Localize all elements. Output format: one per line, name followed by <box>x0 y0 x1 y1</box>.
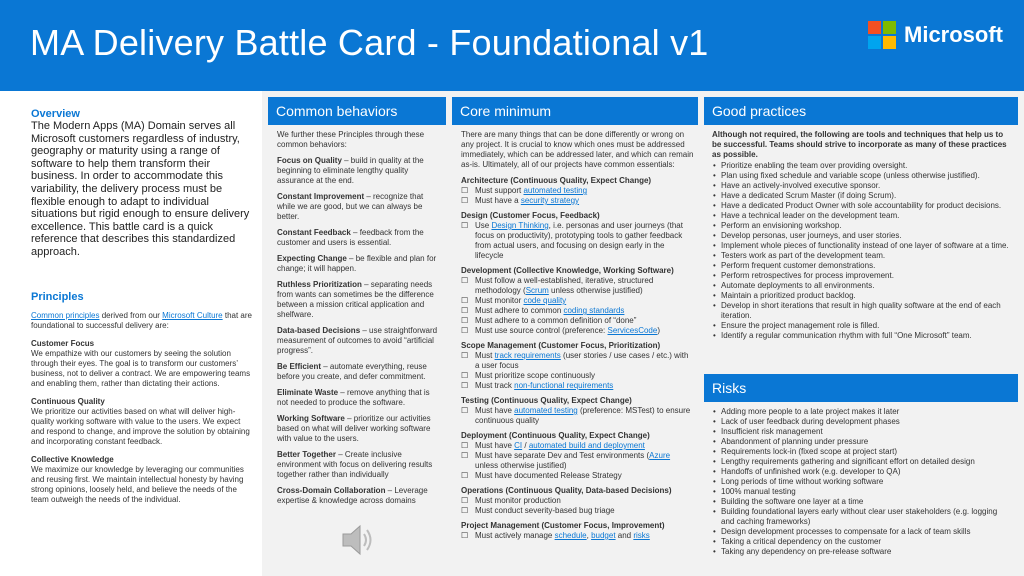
principles-intro <box>31 311 253 331</box>
core-item-text: Must have a <box>475 196 521 205</box>
principle-title: Continuous Quality <box>31 397 105 406</box>
overview-text: The Modern Apps (MA) Domain serves all Microsoft customers regardless of industry, geography or maturity using a range of software to help them transform their business. In order to accommodate this variability, the delivery process must be flexible enough to adapt to individual situations but rigid enough to ensure delivery excellence. This battle card is a quick reference that describes this standardized approach. <box>31 120 250 258</box>
behavior-term: Expecting Change <box>277 254 347 263</box>
good-practice-item: • Develop in short iterations that result in high quality software at the end of each iteration. <box>712 301 1012 321</box>
principle-title: Customer Focus <box>31 339 95 348</box>
core-minimum-title: Core minimum <box>460 103 552 119</box>
core-item-text: / <box>522 441 529 450</box>
good-practices-intro: Although not required, the following are tools and techniques that help us to be successful. Teams should strive to incorporate as many of these practices as possible. <box>712 130 1007 159</box>
core-item-text: Must follow a well-established, iterative, structured methodology ( <box>475 276 654 295</box>
risk-item: • Taking a critical dependency on the customer <box>712 537 1012 547</box>
common-behavior-item <box>277 450 439 480</box>
common-behavior-item <box>277 388 439 408</box>
risk-item: • Building foundational layers early without clear user stakeholders (e.g. logging and caching frameworks) <box>712 507 1012 527</box>
behavior-text: – feedback from the customer and users is essential. <box>277 228 424 247</box>
good-practice-item: • Ensure the project management role is filled. <box>712 321 1012 331</box>
core-section-title: Design (Customer Focus, Feedback) <box>461 211 600 220</box>
good-practice-item: • Prioritize enabling the team over providing oversight. <box>712 161 1012 171</box>
principles-intro-text: derived from our <box>99 311 163 320</box>
risk-item: • Insufficient risk management <box>712 427 1012 437</box>
core-item-text: Must <box>475 351 495 360</box>
risk-item: • Handoffs of unfinished work (e.g. developer to QA) <box>712 467 1012 477</box>
core-item-text: , <box>586 531 592 540</box>
good-practices-column <box>712 130 1012 370</box>
design-thinking-link[interactable]: Design Thinking <box>491 221 549 230</box>
common-behavior-item <box>277 280 439 320</box>
risk-item: • Long periods of time without working software <box>712 477 1012 487</box>
coding-standards-link[interactable]: coding standards <box>563 306 625 315</box>
behavior-term: Eliminate Waste <box>277 388 339 397</box>
principles-heading: Principles <box>31 291 84 303</box>
good-practices-header <box>704 97 1018 125</box>
core-item: ☐ Must prioritize scope continuously <box>461 371 695 381</box>
good-practice-item: • Have an actively-involved executive sponsor. <box>712 181 1012 191</box>
core-item <box>461 196 695 206</box>
core-item <box>461 276 695 296</box>
header-bar <box>0 0 1024 91</box>
core-item <box>461 221 695 261</box>
behavior-term: Ruthless Prioritization <box>277 280 362 289</box>
core-section-title: Project Management (Customer Focus, Improvement) <box>461 521 665 530</box>
core-item-text: and <box>615 531 634 540</box>
good-practice-item: • Have a dedicated Product Owner with sole accountability for product decisions. <box>712 201 1012 211</box>
behavior-term: Better Together <box>277 450 336 459</box>
core-section-title: Operations (Continuous Quality, Data-based Decisions) <box>461 486 672 495</box>
core-item-text: Must use source control (preference: <box>475 326 608 335</box>
behavior-text: – use straightforward measurement of outcomes to avoid “artificial progress”. <box>277 326 438 355</box>
automated-build-link[interactable]: automated build and deployment <box>528 441 645 450</box>
core-item <box>461 326 695 336</box>
common-behaviors-list <box>277 156 439 506</box>
risk-item: • Abandonment of planning under pressure <box>712 437 1012 447</box>
behavior-text: – build in quality at the beginning to eliminate lengthy quality assurance at the end. <box>277 156 424 185</box>
risk-item: • Adding more people to a late project makes it later <box>712 407 1012 417</box>
good-practice-item: • Have a dedicated Scrum Master (if doing Scrum). <box>712 191 1012 201</box>
page-title: MA Delivery Battle Card - Foundational v1 <box>30 22 709 63</box>
core-item-text: Must have separate Dev and Test environments ( <box>475 451 650 460</box>
core-item <box>461 296 695 306</box>
risk-item: • Lack of user feedback during development phases <box>712 417 1012 427</box>
good-practice-item: • Perform an envisioning workshop. <box>712 221 1012 231</box>
good-practice-item: • Plan using fixed schedule and variable scope (unless otherwise justified). <box>712 171 1012 181</box>
risks-column <box>712 407 1012 576</box>
servicescode-link[interactable]: ServicesCode <box>607 326 658 335</box>
good-practice-item: • Have a technical leader on the development team. <box>712 211 1012 221</box>
core-item <box>461 451 695 471</box>
common-principles-link[interactable]: Common principles <box>31 311 100 320</box>
ci-link[interactable]: CI <box>514 441 523 450</box>
automated-testing-link[interactable]: automated testing <box>523 186 588 195</box>
core-item-text: Must have <box>475 441 515 450</box>
risks-title: Risks <box>712 380 747 396</box>
core-item <box>461 406 695 426</box>
behavior-text: – Leverage expertise & knowledge across domains <box>277 486 428 505</box>
principle-item <box>31 339 253 389</box>
core-item <box>461 441 695 451</box>
behavior-text: – separating needs from wants can sometimes be the difference between a mission critical application and shelfware. <box>277 280 434 319</box>
automated-testing-link[interactable]: automated testing <box>514 406 578 415</box>
microsoft-logo-icon <box>868 21 896 49</box>
risks-list <box>712 407 1012 557</box>
common-behaviors-title: Common behaviors <box>276 103 398 119</box>
good-practice-item: • Testers work as part of the development team. <box>712 251 1012 261</box>
principle-text: We empathize with our customers by seeing the solution through their eyes. The goal is to transform our customers’ business, not to deliver a contract. We are empowering teams and enabling them, rather than dictating their actions. <box>31 349 251 388</box>
core-item-text: (user stories / use cases / etc.) with a user focus <box>475 351 689 370</box>
good-practice-item: • Maintain a prioritized product backlog. <box>712 291 1012 301</box>
core-intro: There are many things that can be done differently or wrong on any project. It is crucial to know which ones must be addressed immediately, which can be addressed later, and which can remain as-is. Ultimately, all of our projects have common essentials: <box>461 130 694 169</box>
risk-item: • Building the software one layer at a time <box>712 497 1012 507</box>
principle-title: Collective Knowledge <box>31 455 114 464</box>
core-item-text: ) <box>657 326 660 335</box>
risk-item: • Taking any dependency on pre-release software <box>712 547 1012 557</box>
brand-name: Microsoft <box>904 22 1003 47</box>
core-item-text: Must support <box>475 186 524 195</box>
behavior-term: Working Software <box>277 414 345 423</box>
core-section-title: Deployment (Continuous Quality, Expect Change) <box>461 431 650 440</box>
core-item: ☐ Must adhere to a common definition of “done” <box>461 316 695 326</box>
overview-heading: Overview <box>31 108 80 120</box>
behavior-text: – recognize that while we are good, but we can always be better. <box>277 192 424 221</box>
common-behavior-item <box>277 362 439 382</box>
code-quality-link[interactable]: code quality <box>523 296 567 305</box>
risk-item: • Design development processes to compensate for a lack of team skills <box>712 527 1012 537</box>
risk-item: • Requirements lock-in (fixed scope at project start) <box>712 447 1012 457</box>
good-practices-title: Good practices <box>712 103 807 119</box>
core-section-title: Scope Management (Customer Focus, Prioritization) <box>461 341 661 350</box>
core-item <box>461 351 695 371</box>
core-item: ☐ Must have documented Release Strategy <box>461 471 695 481</box>
behavior-text: – automate everything, reuse before you create, and defer commitment. <box>277 362 427 381</box>
core-item-text: , i.e. personas and user journeys (that focus on productivity), prototyping tools to gather feedback from actual users, and focusing on design early in the lifecycle <box>475 221 683 260</box>
core-section-title: Development (Collective Knowledge, Working Software) <box>461 266 674 275</box>
common-behavior-item <box>277 192 439 222</box>
behavior-term: Data-based Decisions <box>277 326 361 335</box>
scrum-link[interactable]: Scrum <box>525 286 549 295</box>
microsoft-culture-link[interactable]: Microsoft Culture <box>162 311 223 320</box>
core-section-title: Testing (Continuous Quality, Expect Change) <box>461 396 632 405</box>
behavior-term: Be Efficient <box>277 362 322 371</box>
core-item <box>461 531 695 541</box>
behavior-text: – prioritize our activities based on what will deliver working software with value to the users. <box>277 414 431 443</box>
speaker-icon[interactable] <box>340 522 378 558</box>
core-item-text: Must have <box>475 406 515 415</box>
behavior-term: Cross-Domain Collaboration <box>277 486 386 495</box>
behavior-text: – Create inclusive environment with focus on delivering results together rather than individually <box>277 450 433 479</box>
core-minimum-column <box>461 130 695 576</box>
core-item-text: unless otherwise justified) <box>475 461 567 470</box>
common-behavior-item <box>277 486 439 506</box>
core-item <box>461 381 695 391</box>
behavior-term: Constant Feedback <box>277 228 351 237</box>
core-minimum-header <box>452 97 698 125</box>
good-practice-item: • Automate deployments to all environments. <box>712 281 1012 291</box>
azure-link[interactable]: Azure <box>649 451 671 460</box>
behavior-term: Focus on Quality <box>277 156 342 165</box>
core-item-text: Must monitor <box>475 296 524 305</box>
core-item-text: Use <box>475 221 492 230</box>
core-item <box>461 186 695 196</box>
principle-text: We maximize our knowledge by leveraging our communities and reusing first. We maintain intellectual honesty by having strong opinions, loosely held, and believe the needs of the team outweigh the needs of the individual. <box>31 465 244 504</box>
principle-text: We prioritize our activities based on what will deliver high-quality working software with value to the users. We expect and respond to change, and improve the solution by obtaining and incorporating constant feedback. <box>31 407 250 446</box>
common-behavior-item <box>277 414 439 444</box>
common-behavior-item <box>277 228 439 248</box>
behavior-term: Constant Improvement <box>277 192 365 201</box>
risks-link[interactable]: risks <box>633 531 650 540</box>
core-item: ☐ Must conduct severity-based bug triage <box>461 506 695 516</box>
common-behavior-item <box>277 254 439 274</box>
common-behavior-item <box>277 326 439 356</box>
behavior-text: – be flexible and plan for change; it will happen. <box>277 254 437 273</box>
risks-header <box>704 374 1018 402</box>
overview-column <box>0 96 262 576</box>
core-item-text: Must adhere to common <box>475 306 564 315</box>
security-strategy-link[interactable]: security strategy <box>520 196 580 205</box>
track-requirements-link[interactable]: track requirements <box>494 351 561 360</box>
core-item: ☐ Must monitor production <box>461 496 695 506</box>
budget-link[interactable]: budget <box>591 531 616 540</box>
risk-item: • 100% manual testing <box>712 487 1012 497</box>
core-item-text: Must track <box>475 381 515 390</box>
risk-item: • Lengthy requirements gathering and significant effort on detailed design <box>712 457 1012 467</box>
good-practice-item: • Perform retrospectives for process improvement. <box>712 271 1012 281</box>
principles-intro-end: that are foundational to successful delivery are: <box>31 311 252 330</box>
common-behaviors-header <box>268 97 446 125</box>
good-practice-item: • Perform frequent customer demonstrations. <box>712 261 1012 271</box>
common-behaviors-column <box>277 130 439 576</box>
core-item-text: unless otherwise justified) <box>548 286 643 295</box>
schedule-link[interactable]: schedule <box>554 531 587 540</box>
non-functional-requirements-link[interactable]: non-functional requirements <box>514 381 614 390</box>
good-practice-item: • Implement whole pieces of functionality instead of one layer of software at a time. <box>712 241 1012 251</box>
good-practice-item: • Identify a regular communication rhythm with full “One Microsoft” team. <box>712 331 1012 341</box>
common-intro: We further these Principles through these common behaviors: <box>277 130 425 149</box>
core-item-text: Must actively manage <box>475 531 555 540</box>
good-practice-item: • Develop personas, user journeys, and user stories. <box>712 231 1012 241</box>
good-practices-list <box>712 161 1012 341</box>
principle-item <box>31 397 253 447</box>
core-item-text: (preference: MSTest) to ensure continuous quality <box>475 406 691 425</box>
principle-item <box>31 455 253 505</box>
core-section-title: Architecture (Continuous Quality, Expect Change) <box>461 176 652 185</box>
core-item <box>461 306 695 316</box>
common-behavior-item <box>277 156 439 186</box>
behavior-text: – remove anything that is not needed to produce the software. <box>277 388 430 407</box>
